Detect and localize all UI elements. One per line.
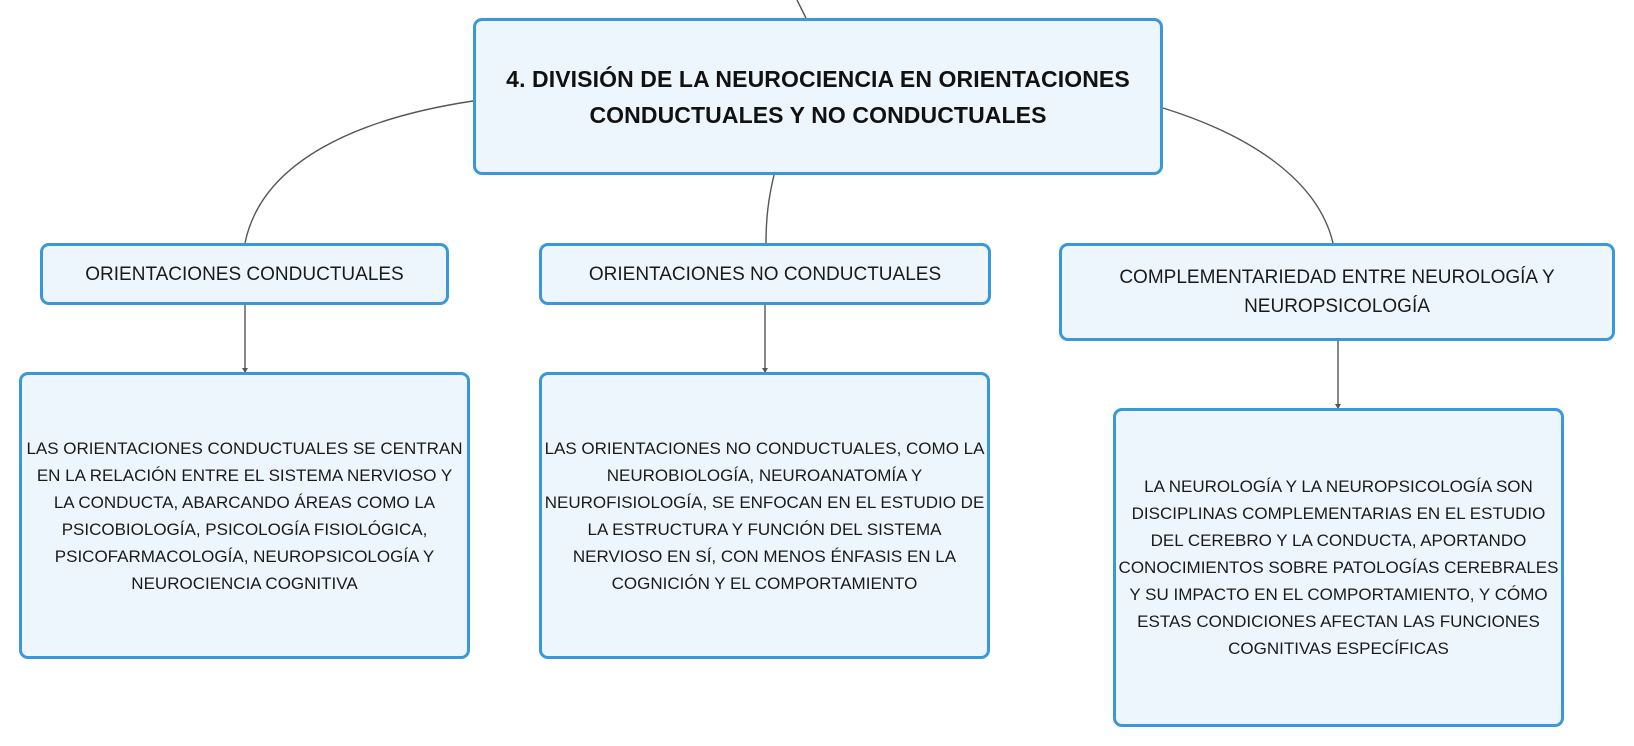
detail-node-orientaciones-no-conductuales[interactable] [539, 372, 990, 659]
topic-node-orientaciones-no-conductuales[interactable] [539, 243, 991, 305]
detail-node-complementariedad[interactable] [1113, 408, 1564, 727]
topic-node-orientaciones-conductuales[interactable] [40, 243, 449, 305]
topic-label: COMPLEMENTARIEDAD ENTRE NEUROLOGÍA Y NEUROPSICOLOGÍA [1119, 267, 1555, 317]
detail-text: LAS ORIENTACIONES CONDUCTUALES SE CENTRAN EN LA RELACIÓN ENTRE EL SISTEMA NERVIOSO Y LA CONDUCTA, ABARCANDO ÁREAS COMO LA PSICOBIOLOGÍA, PSICOLOGÍA FISIOLÓGICA, PSICOFARMACOLOGÍA, NEUROPSICOLOGÍA Y NEUROCIENCIA COGNITIVA [26, 438, 463, 593]
topic-node-complementariedad[interactable] [1059, 243, 1615, 341]
detail-text: LA NEUROLOGÍA Y LA NEUROPSICOLOGÍA SON DISCIPLINAS COMPLEMENTARIAS EN EL ESTUDIO DEL CEREBRO Y LA CONDUCTA, APORTANDO CONOCIMIENTOS SOBRE PATOLOGÍAS CEREBRALES Y SU IMPACTO EN EL COMPORTAMIENTO, Y CÓMO ESTAS CONDICIONES AFECTAN LAS FUNCIONES COGNITIVAS ESPECÍFICAS [1118, 477, 1559, 658]
detail-text: LAS ORIENTACIONES NO CONDUCTUALES, COMO LA NEUROBIOLOGÍA, NEUROANATOMÍA Y NEUROFISIOLOGÍA, SE ENFOCAN EN EL ESTUDIO DE LA ESTRUCTURA Y FUNCIÓN DEL SISTEMA NERVIOSO EN SÍ, CON MENOS ÉNFASIS EN LA COGNICIÓN Y EL COMPORTAMIENTO [544, 438, 985, 593]
topic-label: ORIENTACIONES NO CONDUCTUALES [588, 263, 942, 285]
connector-root-topic-3 [1163, 108, 1333, 243]
detail-node-orientaciones-conductuales[interactable] [19, 372, 470, 659]
connector-root-topic-2 [766, 175, 774, 243]
connector-root-topic-1 [245, 101, 473, 243]
connector-parent-root [797, 0, 806, 18]
central-topic-title: 4. DIVISIÓN DE LA NEUROCIENCIA EN ORIENTACIONES CONDUCTUALES Y NO CONDUCTUALES [506, 65, 1130, 128]
topic-label: ORIENTACIONES CONDUCTUALES [85, 263, 404, 285]
central-topic-node[interactable] [473, 18, 1163, 175]
